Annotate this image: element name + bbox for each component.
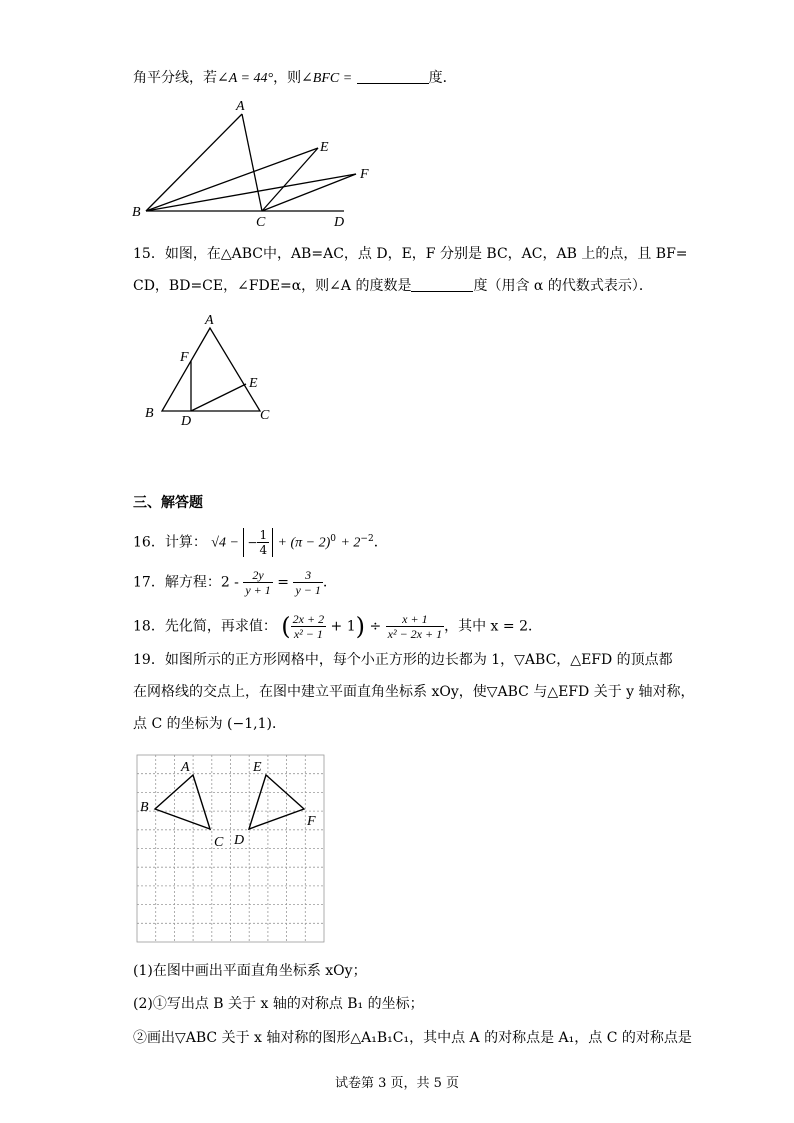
q15-line2: CD，BD=CE，∠FDE=α，则∠A 的度数是 度（用含 α 的代数式表示）． xyxy=(133,278,653,294)
q19-line1: 19．如图所示的正方形网格中，每个小正方形的边长都为 1，▽ABC，△EFD 的顶点都 xyxy=(133,652,673,668)
q15-label-f: F xyxy=(180,350,189,365)
q19-line3: 点 C 的坐标为 (−1,1)． xyxy=(133,716,286,732)
q14-label-f: F xyxy=(360,167,369,182)
q15-label-a: A xyxy=(205,313,214,328)
q14-label-d: D xyxy=(334,215,345,230)
grid-label-e: E xyxy=(253,760,262,775)
q15-label-e: E xyxy=(249,376,258,391)
angle-a: ∠A = 44° xyxy=(217,71,274,86)
grid-label-a: A xyxy=(181,760,190,775)
q19-line2: 在网格线的交点上，在图中建立平面直角坐标系 xOy，使▽ABC 与△EFD 关于 y 轴对称， xyxy=(133,684,695,700)
q19-sub3: ②画出▽ABC 关于 x 轴对称的图形△A₁B₁C₁，其中点 A 的对称点是 A₁，点 C 的对称点是 xyxy=(133,1030,692,1046)
q17: 17．解方程：2 - $\frac{2y}{y + 1}$ = $\frac{3}{y - 1}$ . xyxy=(133,568,328,597)
grid-label-f: F xyxy=(307,814,316,829)
section-title: 三、解答题 xyxy=(133,495,203,511)
q15-label-c: C xyxy=(260,408,270,423)
q19-sub2: (2)①写出点 B 关于 x 轴的对称点 B₁ 的坐标； xyxy=(133,996,424,1012)
grid-label-c: C xyxy=(214,835,224,850)
q15-label-b: B xyxy=(145,406,154,421)
grid-label-d: D xyxy=(234,833,245,848)
q15-line1: 15．如图，在△ABC中，AB=AC，点 D，E，F 分别是 BC，AC，AB 上的点，且 BF= xyxy=(133,246,688,262)
abs-value: − $\frac{1}{4}$ xyxy=(243,528,273,557)
q16: 16．计算： √4 − − $\frac{1}{4}$ + $(\pi - 2)^0 + 2^{-2}$． xyxy=(133,528,388,557)
q14-text: 角平分线，若∠A = 44°，则∠BFC = 度． xyxy=(133,70,457,86)
page-footer: 试卷第 3 页，共 5 页 xyxy=(334,1076,460,1091)
q14-label-c: C xyxy=(256,215,266,230)
angle-bfc: ∠BFC = xyxy=(301,71,353,86)
q14-label-b: B xyxy=(132,205,141,220)
q14-label-e: E xyxy=(320,140,329,155)
grid-label-b: B xyxy=(140,800,149,815)
q14-label-a: A xyxy=(236,99,245,114)
q15-label-d: D xyxy=(181,414,192,429)
q19-sub1: (1)在图中画出平面直角坐标系 xOy； xyxy=(133,963,367,979)
q18: 18．先化简，再求值： ( $\frac{2x + 2}{\text{x² − 1}}$ + 1) ÷ $\frac{x + 1}{\text{x² − 2x + 1}}$ ，其中 x = 2． xyxy=(133,612,542,641)
